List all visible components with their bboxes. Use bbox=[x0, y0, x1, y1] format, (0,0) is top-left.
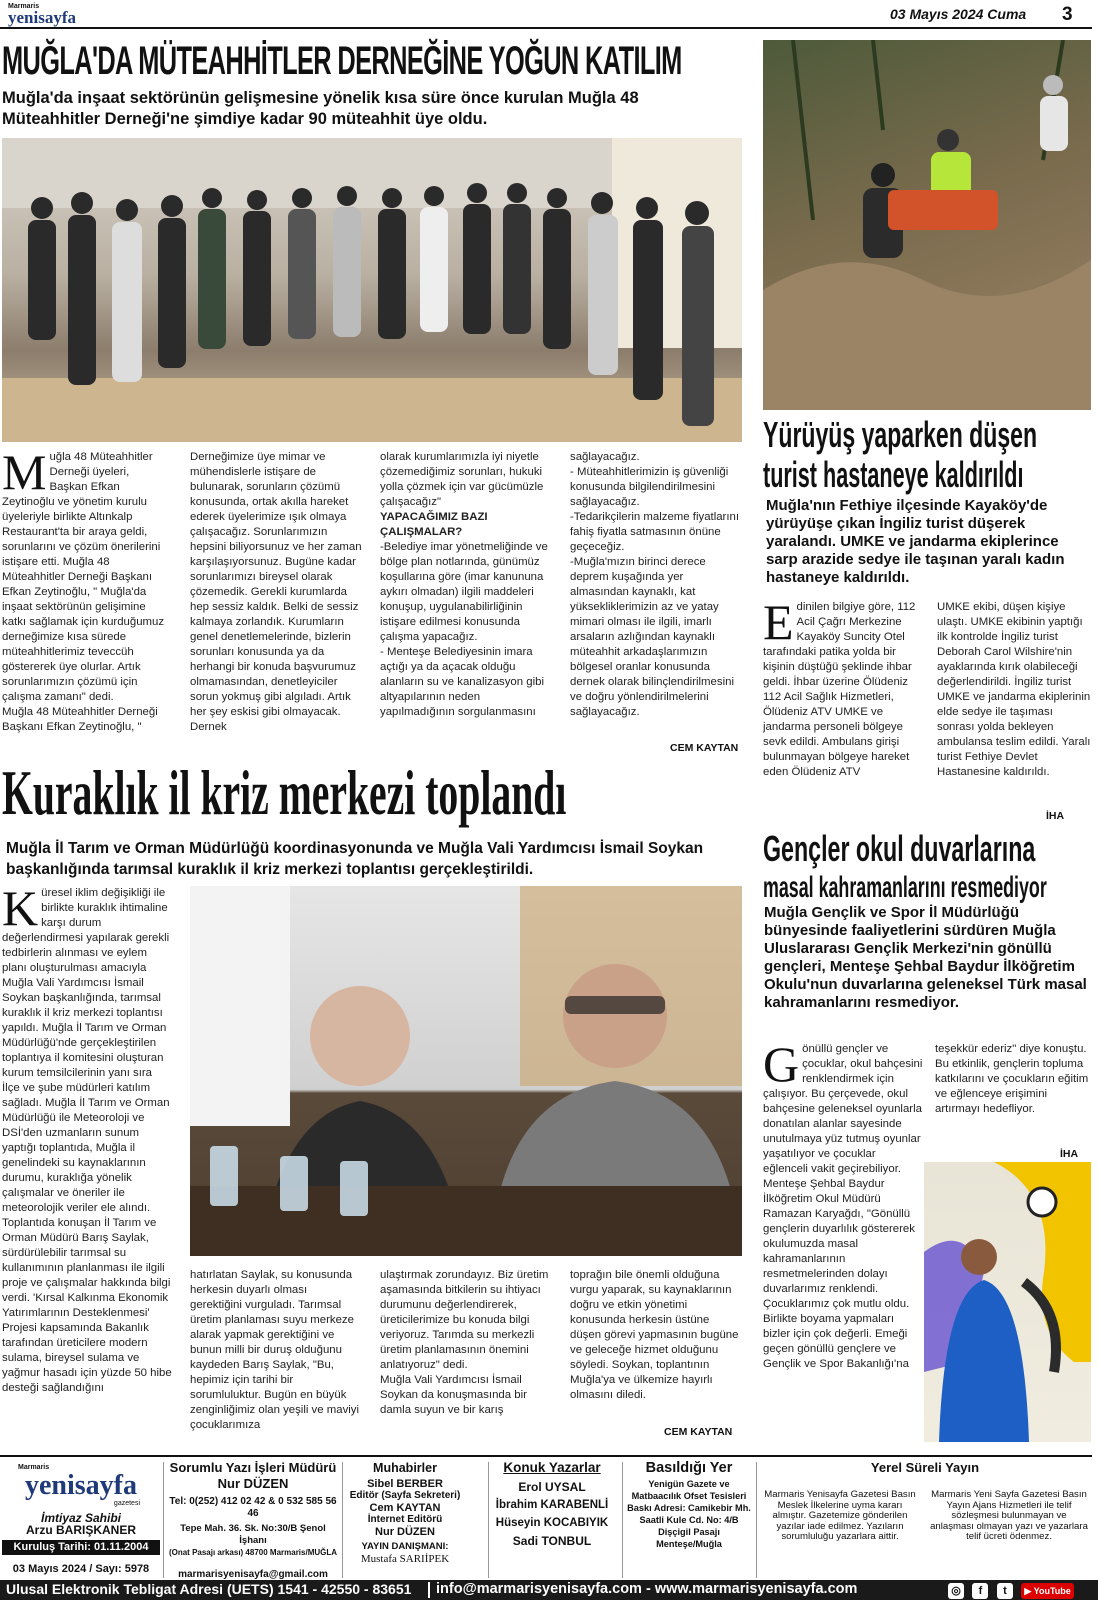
footer-printed bbox=[624, 1462, 754, 1578]
footer-social bbox=[944, 1582, 1074, 1600]
footer-sep-4 bbox=[622, 1462, 623, 1578]
article3-drop-cap: K bbox=[2, 886, 39, 936]
footer-guest-1: İbrahim KARABENLİ bbox=[495, 1499, 609, 1511]
page-number: 3 bbox=[1062, 4, 1073, 25]
footer-periodical-left: Marmaris Yenisayfa Gazetesi Basın Meslek İlkelerine uyma kararı almıştır. Gazetemize gönderilen yazılar iade edilmez. Yazıların sorumluluğu yazarlara aittir. bbox=[764, 1489, 916, 1542]
article1-col2-text: Derneğimize üye mimar ve mühendislerle istişare de bulunarak, sorunların çözümü konusunda, ortak akılla hareket ederek üyelerimize ışık olmaya çalışacağız. Sorunlarımızın hepsini biliyorsunuz ve her zaman karşılaşıyorsunuz. Bugüne kadar sorunlarımızı bireysel olarak çözemedik. Gerekli kurumlarda hep sessiz kaldık. Belki de sessiz kalmaya zorlandık. Kurumların genel denetlemelerinde, bizlerin sorunları konusunda ya da herhangi bir konuda başvurumuz olmamasından, denetleyiciler sorun yokmuş gibi algıladı. Artık her şey eskisi gibi olmayacak. Dernek bbox=[190, 451, 362, 733]
article4-lead: Muğla Gençlik ve Spor İl Müdürlüğü bünyesinde faaliyetlerini sürdüren Muğla Uluslararası Gençlik Merkezi'nin gönüllü gençleri, Menteşe Şehbal Baydur İlköğretim Okulu'nun duvarlarına geleneksel Türk masal kahramanlarını resmediyor. bbox=[764, 904, 1087, 1011]
footer-editor-label: Sorumlu Yazı İşleri Müdürü bbox=[169, 1460, 337, 1475]
footer-logo-tag: gazetesi bbox=[113, 1500, 140, 1507]
footer-periodical-right: Marmaris Yeni Sayfa Gazetesi Basın Yayın Ajans Hizmetleri ile telif sözleşmesi bulunmayan ve anlaşması olmayan yazı ve yazarlara telif ücreti ödenmez. bbox=[930, 1489, 1088, 1542]
article2-lead: Muğla'nın Fethiye ilçesinde Kayaköy'de yürüyüşe çıkan İngiliz turist düşerek yaralandı. UMKE ve jandarma ekiplerince sarp arazide sedye ile taşınan yaralı kadın hastaneye kaldırıldı. bbox=[766, 497, 1065, 586]
article2-drop-cap: E bbox=[763, 600, 794, 650]
footer-founded: Kuruluş Tarihi: 01.11.2004 bbox=[2, 1540, 160, 1555]
article2-headline-line1: Yürüyüş yaparken düşen bbox=[763, 414, 1038, 455]
article1-col2 bbox=[190, 450, 362, 748]
article2-col2 bbox=[937, 600, 1091, 818]
header-rule bbox=[0, 27, 1092, 29]
footer-guest-writers bbox=[490, 1462, 614, 1578]
article1-headline: MUĞLA'DA MÜTEAHHİTLER DERNEĞİNE YOĞUN KATILIM bbox=[2, 39, 682, 83]
footer-corr-2: Cem KAYTAN bbox=[369, 1502, 441, 1514]
footer-sep-2 bbox=[342, 1462, 343, 1578]
header-date: 03 Mayıs 2024 Cuma bbox=[890, 6, 1027, 22]
article2-col1-text: dinilen bilgiye göre, 112 Acil Çağrı Merkezine Kayaköy Suncity Otel tarafındaki patika yolda bir kişinin düştüğü şeklinde ihbar geldi. İhbar üzerine Ölüdeniz 112 Acil Sağlık Hizmetleri, Ölüdeniz ATV UMKE ve jandarma personeli bölgeye sevk edildi. Ambulans girişi bulunmayan bölgeye hareket eden Ölüdeniz ATV bbox=[763, 601, 916, 778]
footer-periodical-label: Yerel Süreli Yayın bbox=[870, 1460, 980, 1475]
footer-editorial bbox=[166, 1462, 340, 1578]
article3-col2-text: hatırlatan Saylak, su konusunda herkesin duyarlı olması gerektiğini vurguladı. Tarımsal üretim planlaması suyu merkeze alarak yapmak gerektiğini ve bunun milli bir duruş olduğunu kaydeden Barış Saylak, "Bu, hepimiz için tarihi bir sorumluluktur. Bugün en büyük zenginliğimiz olan yeşili ve maviyi çocuklarımıza bbox=[190, 1269, 360, 1431]
article1-col3c-text: - Menteşe Belediyesinin imara açtığı ya da açacak olduğu alanların su ve kanalizasyon gibi altyapılarının neden yapılmadığının sorgulanmasını bbox=[380, 646, 544, 718]
footer-owner-label: İmtiyaz Sahibi bbox=[40, 1511, 122, 1525]
article1-photo bbox=[2, 138, 742, 442]
article2-headline-line2: turist hastaneye kaldırıldı bbox=[763, 454, 1024, 495]
article4-col1b-text: Menteşe Şehbal Baydur İlköğretim Okul Müdürü Ramazan Karyağdı, "Gönüllü gençlerin duyarlılık göstererek okulumuzda masal kahramanlarının resmetmelerinden dolayı duvarlarımız renklendi. Çocuklarımız çok mutlu oldu. Birlikte boyama yapmaları bizler için çok değerli. Emeği geçen gönüllü gençlere ve Gençlik ve Spor Bakanlığı'na bbox=[763, 1178, 915, 1370]
youtube-label: YouTube bbox=[1033, 1585, 1071, 1596]
article3-lead: Muğla İl Tarım ve Orman Müdürlüğü koordinasyonunda ve Muğla Vali Yardımcısı İsmail Soykan başkanlığında tarımsal kuraklık il kriz merkezi toplantısı gerçekleştirildi. bbox=[6, 840, 704, 878]
footer-address: Tepe Mah. 36. Sk. No:30/B Şenol İşhanı bbox=[180, 1523, 326, 1546]
article3-col2 bbox=[190, 1268, 362, 1442]
footer-sep-5 bbox=[756, 1462, 757, 1578]
footer-editor: Nur DÜZEN bbox=[217, 1476, 289, 1491]
article1-byline: CEM KAYTAN bbox=[670, 742, 739, 754]
footer-guest-3: Sadi TONBUL bbox=[512, 1534, 592, 1548]
article3-col4-text: toprağın bile önemli olduğuna vurgu yaparak, su kaynaklarının doğru ve etkin yönetimi konusunda herkesin üstüne düşen görevi yapmasının bugüne ve geleceğe hizmet olduğunu söyledi. Soykan, toplantının Muğla'ya ve ülkemize hayırlı olmasını diledi. bbox=[570, 1269, 739, 1401]
article1-col4c-text: -Tedarikçilerin malzeme fiyatlarını fahiş fiyatla satmasının önüne geçeceğiz. bbox=[570, 511, 740, 553]
footer-corr-1: Editör (Sayfa Sekreteri) bbox=[349, 1490, 461, 1501]
footer-periodical bbox=[760, 1462, 1090, 1578]
footer-printed-1: Matbaacılık Ofset Tesisleri bbox=[631, 1491, 747, 1501]
article1-col3b-text: -Belediye imar yönetmeliğinde ve bölge plan notlarında, günümüz koşullarına göre (imar kanununa aykırı olmadan) ilgili maddeleri konuşup, uygulanabilirliğinin istişare edilmesi konusunda çalışma yapacağız. bbox=[380, 541, 548, 643]
footer-sep-1 bbox=[163, 1462, 164, 1578]
article1-col4a-text: sağlayacağız. bbox=[570, 451, 640, 463]
footer-top-rule bbox=[0, 1455, 1092, 1457]
footer-bottom-bar bbox=[0, 1580, 1098, 1600]
article4-photo bbox=[924, 1162, 1091, 1442]
article3-photo bbox=[190, 886, 742, 1256]
footer-corr-4: Nur DÜZEN bbox=[375, 1526, 435, 1538]
footer-uets: Ulusal Elektronik Tebligat Adresi (UETS) 1541 - 42550 - 83651 bbox=[6, 1581, 412, 1597]
article2-photo bbox=[763, 40, 1091, 410]
footer-printed-4: Dişçigil Pasajı Menteşe/Muğla bbox=[656, 1527, 722, 1549]
article1-col3a-text: olarak kurumlarımızla iyi niyetle çözemediğimiz sorunları, hukuki yolla çözmek için var gücümüzle çalışacağız" bbox=[380, 451, 544, 508]
footer-address2: (Onat Pasajı arkası) 48700 Marmaris/MUĞLA bbox=[168, 1548, 338, 1557]
footer-printed-3: Saatli Kule Cd. No: 4/B bbox=[639, 1515, 739, 1525]
article4-col2b-text: Bu etkinlik, gençlerin topluma katkılarını ve çocukların eğitim ve eğlenceye erişimini artırmayı hedefliyor. bbox=[935, 1058, 1089, 1115]
footer-corr-3: İnternet Editörü bbox=[367, 1514, 443, 1525]
footer-printed-label: Basıldığı Yer bbox=[645, 1460, 733, 1476]
hiking-photo-illustration bbox=[763, 40, 1091, 410]
footer-phone: Tel: 0(252) 412 02 42 & 0 532 585 56 46 bbox=[169, 1496, 337, 1519]
twitter-icon[interactable]: t bbox=[997, 1583, 1013, 1599]
article3-col1-text: üresel iklim değişikliği ile birlikte kuraklık ihtimaline karşı durum değerlendirmesi yapılarak gerekli tedbirlerin alınması ve eylem planı oluşturulması amacıyla Muğla Vali Yardımcısı İsmail Soykan başkanlığında, tarımsal kuraklık il kriz merkezi toplantısı yapıldı. Muğla İl Tarım ve Orman Müdürlüğü'nde gerçekleştirilen toplantıya il komitesini oluşturan kurum temsilcilerinin yanı sıra İlçe ve şube müdürleri katılım sağladı. Muğla İl Tarım ve Orman Müdürlüğü ile Meteoroloji ve DSİ'den uzmanların sunum yaptığı toplantıda, Muğla il genelindeki su kaynaklarının durumu, kuraklığa yönelik çalışmalar ve öneriler ile meteorolojik veriler ele alındı. Toplantıda konuşan İl Tarım ve Orman Müdürü Barış Saylak, sürdürülebilir tarımsal su kullanımının planlanması ile ilgili proje ve çalışmalar hakkında bilgi verdi. 'Kırsal Kalkınma Ekonomik Yatırımlarının Desteklenmesi' Projesi kapsamında Bakanlık tarafından üreticilere modern sulama, bireysel sulama ve yağmur hasadı için yüzde 50 hibe desteği sağlandığını bbox=[2, 887, 172, 1394]
article1-lead: Muğla'da inşaat sektörünün gelişmesine yönelik kısa süre önce kurulan Muğla 48 Müteahhitler Derneği'ne şimdiye kadar 90 müteahhit üye oldu. bbox=[2, 89, 639, 128]
footer-printed-2: Baskı Adresi: Camikebir Mh. bbox=[627, 1503, 751, 1513]
article2-col2-text: UMKE ekibi, düşen kişiye ulaştı. UMKE ekibinin yaptığı ilk kontrolde İngiliz turist Deborah Carol Wilshire'nin ayaklarında kırık olabileceği değerlendirildi. İngiliz turist UMKE ve jandarma ekiplerinin elde sedye ile taşıması sonrası yolda bekleyen ambulansa teslim edildi. Yaralı turist Fethiye Devlet Hastanesine kaldırıldı. bbox=[937, 601, 1091, 778]
article4-col1 bbox=[763, 1042, 923, 1440]
article1-subhead: YAPACAĞIMIZ BAZI ÇALIŞMALAR? bbox=[380, 511, 488, 538]
footer-issue: 03 Mayıs 2024 / Sayı: 5978 bbox=[12, 1563, 150, 1575]
article4-byline: İHA bbox=[1060, 1148, 1079, 1160]
article3-col3b-text: Muğla Vali Yardımcısı İsmail Soykan da konuşmasında bir damla suyun ve bir karış bbox=[380, 1374, 527, 1416]
masthead-logo bbox=[8, 3, 118, 27]
article3-col3 bbox=[380, 1268, 552, 1442]
footer-email: marmarisyenisayfa@gmail.com bbox=[178, 1569, 328, 1580]
article4-col2-text: teşekkür ederiz" diye konuştu. bbox=[935, 1043, 1087, 1055]
footer-sep-3 bbox=[488, 1462, 489, 1578]
article2-col1 bbox=[763, 600, 923, 818]
article1-col3 bbox=[380, 450, 552, 748]
meeting-photo-illustration bbox=[190, 886, 742, 1256]
footer-advisor: Mustafa SARIİPEK bbox=[360, 1553, 450, 1565]
article4-headline-line1: Gençler okul duvarlarına bbox=[763, 828, 1036, 869]
article4-headline-line2: masal kahramanlarını resmediyor bbox=[763, 871, 1047, 904]
masthead-logo-small: Marmaris bbox=[8, 3, 40, 10]
footer-corr-0: Sibel BERBER bbox=[367, 1478, 443, 1490]
footer-printed-0: Yenigün Gazete ve bbox=[648, 1479, 730, 1489]
article4-drop-cap: G bbox=[763, 1042, 800, 1092]
footer-contact: info@marmarisyenisayfa.com - www.marmarisyenisayfa.com bbox=[436, 1581, 858, 1597]
footer-correspondents bbox=[344, 1462, 466, 1578]
article1-col4b-text: - Müteahhitlerimizin iş güvenliği konusunda bilgilendirilmesini sağlayacağız. bbox=[570, 466, 729, 508]
article1-drop-cap: M bbox=[2, 450, 47, 500]
article3-byline: CEM KAYTAN bbox=[664, 1426, 733, 1438]
article3-col4 bbox=[570, 1268, 742, 1418]
article3-col3-text: ulaştırmak zorundayız. Biz üretim aşamasında bitkilerin su ihtiyacı durumunu değerlendirerek, üreticilerimize bu konuda bilgi veriyoruz. Tarımda su merkezli üretim planlamasının önemini anlatıyoruz" dedi. bbox=[380, 1269, 549, 1371]
footer-logo-small: Marmaris bbox=[18, 1464, 50, 1471]
article1-col4d-text: -Muğla'mızın birinci derece deprem kuşağında yer almasından kaynaklı, kat yüksekliklerimizin az ve yatay mimari olması ile ilgili, imarlı arsaların azlığından kaynaklı müteahhit arkadaşlarımızın bölgesel oranlar konusunda dernek olarak bilinçlendirilmesini ve doğru yönlendirilmelerini sağlayacağız. bbox=[570, 556, 734, 718]
article4-col2 bbox=[935, 1042, 1091, 1142]
youtube-icon[interactable]: ▶ YouTube bbox=[1021, 1583, 1073, 1599]
group-photo-illustration bbox=[2, 138, 742, 442]
article3-headline: Kuraklık il kriz merkezi toplandı bbox=[2, 757, 567, 828]
footer-advisor-label: YAYIN DANIŞMANI: bbox=[361, 1541, 449, 1552]
article1-col1b-text: Muğla 48 Müteahhitler Derneği Başkanı Efkan Zeytinoğlu, " bbox=[2, 706, 158, 733]
footer-guest-2: Hüseyin KOCABIYIK bbox=[495, 1517, 609, 1529]
footer-guest-0: Erol UYSAL bbox=[518, 1480, 586, 1494]
article1-col1-text: uğla 48 Müteahhitler Derneği üyeleri, Başkan Efkan Zeytinoğlu ve yönetim kurulu üyeleriyle birlikte Altınkalp Restaurant'ta bir araya geldi, sorunlarını ve çözüm önerilerini istişare etti. Muğla 48 Müteahhitler Derneği Başkanı Efkan Zeytinoğlu, " Muğla'da inşaat sektörünün gelişimine katkı sağlamak için kurduğumuz derneğimize kısa sürede müteahhitlerimiz teveccüh göstererek üye olurlar. Artık sorunlarımızın çözümü için çalışma zamanı" dedi. bbox=[2, 451, 165, 703]
footer-masthead bbox=[2, 1462, 160, 1578]
footer-logo: yenisayfa bbox=[25, 1470, 137, 1501]
article3-col1 bbox=[2, 886, 172, 1442]
article4-col1-text: önüllü gençler ve çocuklar, okul bahçesini renklendirmek için çalışıyor. Bu çerçevede, okul bahçesine geleneksel oyunlarla donatılan alanlar sayesinde unutulmaya yüz tutmuş oyunlar yaşatılıyor ve çocuklar eğlenceli vakit geçirebiliyor. bbox=[763, 1043, 923, 1175]
facebook-icon[interactable]: f bbox=[972, 1583, 988, 1599]
article1-col4 bbox=[570, 450, 742, 730]
article1-col1 bbox=[2, 450, 170, 748]
footer-correspondents-label: Muhabirler bbox=[373, 1461, 437, 1475]
article2-byline: İHA bbox=[1046, 810, 1065, 822]
masthead-logo-text: yenisayfa bbox=[8, 8, 76, 27]
instagram-icon[interactable]: ◎ bbox=[948, 1583, 964, 1599]
footer-bottom-sep bbox=[428, 1582, 430, 1598]
mural-photo-illustration bbox=[924, 1162, 1091, 1442]
footer-owner: Arzu BARIŞKANER bbox=[25, 1523, 136, 1537]
footer-guest-label: Konuk Yazarlar bbox=[503, 1460, 601, 1475]
